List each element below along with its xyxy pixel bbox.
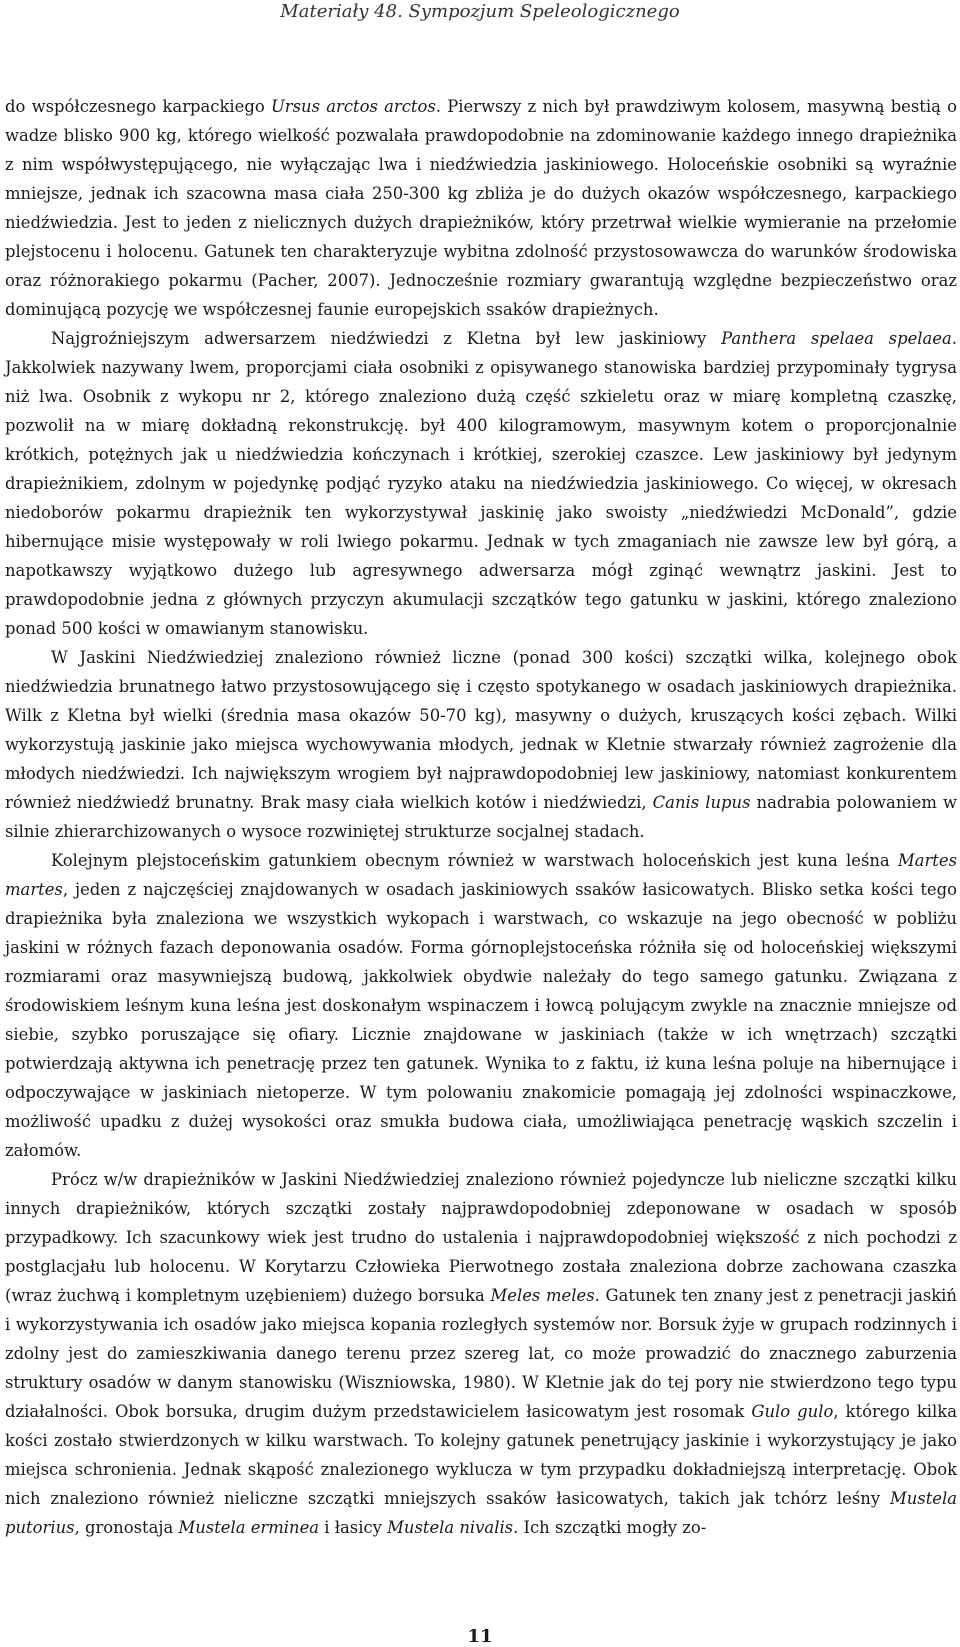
text-run: , którego kilka kości zostało stwierdzonych w kilku warstwach. To kolejny gatunek penetrujący jaskinie i wykorzystujący je jako miejsca schronienia. Jednak skąpość znalezionego wyklucza w tym przypadku dokładniejszą interpretację. Obok nich znaleziono również nieliczne szczątki mniejszych ssaków łasicowatych, takich jak tchórz leśny — [5, 1402, 957, 1508]
text-run: . Ich szczątki mogły zo- — [513, 1518, 707, 1537]
page-number: 11 — [467, 1626, 493, 1647]
paragraph — [5, 92, 957, 324]
text-run: i łasicy — [319, 1518, 388, 1537]
species-name: Mustela erminea — [178, 1518, 320, 1537]
species-name: Meles meles — [490, 1286, 595, 1305]
text-run: Prócz w/w drapieżników w Jaskini Niedźwiedziej znaleziono również pojedyncze lub nieliczne szczątki kilku innych drapieżników, których szczątki zostały najprawdopodobniej zdeponowane w osadach w sposób przypadkowy. Ich szacunkowy wiek jest trudno do ustalenia i najprawdopodobniej większość z nich pochodzi z postglacjału lub holocenu. W Korytarzu Człowieka Pierwotnego została znaleziona dobrze zachowana czaszka (wraz żuchwą i kompletnym uzębieniem) dużego borsuka — [5, 1170, 957, 1305]
running-header — [0, 0, 960, 24]
species-name: Canis lupus — [652, 793, 751, 812]
species-name: Panthera spelaea spelaea — [721, 329, 952, 348]
text-run: . Gatunek ten znany jest z penetracji jaskiń i wykorzystywania ich osadów jako miejsca kopania rozległych systemów nor. Borsuk żyje w grupach rodzinnych i zdolny jest do zamieszkiwania danego terenu przez szereg lat, co może prowadzić do znacznego zaburzenia struktury osadów w danym stanowisku (Wiszniowska, 1980). W Kletnie jak do tej pory nie stwierdzono tego typu działalności. Obok borsuka, drugim dużym przedstawicielem łasicowatym jest rosomak — [5, 1286, 957, 1421]
text-run: W Jaskini Niedźwiedziej znaleziono również liczne (ponad 300 kości) szczątki wilka, kolejnego obok niedźwiedzia brunatnego łatwo przystosowującego się i często spotykanego w osadach jaskiniowych drapieżnika. Wilk z Kletna był wielki (średnia masa okazów 50-70 kg), masywny o dużych, kruszących kości zębach. Wilki wykorzystują jaskinie jako miejsca wychowywania młodych, jednak w Kletnie stwarzały również zagrożenie dla młodych niedźwiedzi. Ich największym wrogiem był najprawdopodobniej lew jaskiniowy, natomiast konkurentem również niedźwiedź brunatny. Brak masy ciała wielkich kotów i niedźwiedzi, — [5, 648, 957, 812]
text-run: . Jakkolwiek nazywany lwem, proporcjami ciała osobniki z opisywanego stanowiska bardziej przypominały tygrysa niż lwa. Osobnik z wykopu nr 2, którego znaleziono dużą część szkieletu oraz w miarę kompletną czaszkę, pozwolił na w miarę dokładną rekonstrukcję. był 400 kilogramowym, masywnym kotem o proporcjonalnie krótkich, potężnych jak u niedźwiedzia kończynach i krótkiej, szerokiej czaszce. Lew jaskiniowy był jedynym drapieżnikiem, zdolnym w pojedynkę podjąć ryzyko ataku na niedźwiedzia jaskiniowego. Co więcej, w okresach niedoborów pokarmu drapieżnik ten wykorzystywał jaskinię jako swoisty „niedźwiedzi McDonald”, gdzie hibernujące misie występowały w roli lwiego pokarmu. Jednak w tych zmaganiach nie zawsze lew był górą, a napotkawszy wyjątkowo dużego lub agresywnego adwersarza mógł zginąć wewnątrz jaskini. Jest to prawdopodobnie jedna z głównych przyczyn akumulacji szczątków tego gatunku w jaskini, którego znaleziono ponad 500 kości w omawianym stanowisku. — [5, 329, 957, 638]
paragraph — [5, 1165, 957, 1542]
species-name: Mustela putorius — [5, 1489, 957, 1537]
species-name: Martes martes — [5, 851, 957, 899]
body-text — [5, 92, 957, 1542]
text-run: do współczesnego karpackiego — [5, 97, 271, 116]
species-name: Mustela nivalis — [387, 1518, 514, 1537]
text-run: , jeden z najczęściej znajdowanych w osadach jaskiniowych ssaków łasicowatych. Blisko setka kości tego drapieżnika była znaleziona we wszystkich wykopach i warstwach, co wskazuje na jego obecność w pobliżu jaskini w różnych fazach deponowania osadów. Forma górnoplejstoceńska różniła się od holoceńskiej większymi rozmiarami oraz masywniejszą budową, jakkolwiek obydwie należały do tego samego gatunku. Związana z środowiskiem leśnym kuna leśna jest doskonałym wspinaczem i łowcą polującym zwykle na znacznie mniejsze od siebie, szybko poruszające się ofiary. Licznie znajdowane w jaskiniach (także w ich wnętrzach) szczątki potwierdzają aktywna ich penetrację przez ten gatunek. Wynika to z faktu, iż kuna leśna poluje na hibernujące i odpoczywające w jaskiniach nietoperze. W tym polowaniu znakomicie pomagają jej zdolności wspinaczkowe, możliwość upadku z dużej wysokości oraz smukła budowa ciała, umożliwiająca penetrację wąskich szczelin i załomów. — [5, 880, 957, 1160]
text-run: Najgroźniejszym adwersarzem niedźwiedzi z Kletna był lew jaskiniowy — [51, 329, 722, 348]
text-run: . Pierwszy z nich był prawdziwym kolosem, masywną bestią o wadze blisko 900 kg, którego wielkość pozwalała prawdopodobnie na zdominowanie każdego innego drapieżnika z nim współwystępującego, nie wyłączając lwa i niedźwiedzia jaskiniowego. Holoceńskie osobniki są wyraźnie mniejsze, jednak ich szacowna masa ciała 250-300 kg zbliża je do dużych okazów współczesnego, karpackiego niedźwiedzia. Jest to jeden z nielicznych dużych drapieżników, który przetrwał wielkie wymieranie na przełomie plejstocenu i holocenu. Gatunek ten charakteryzuje wybitna zdolność przystosowawcza do warunków środowiska oraz różnorakiego pokarmu (Pacher, 2007). Jednocześnie rozmiary gwarantują względne bezpieczeństwo oraz dominującą pozycję we współczesnej faunie europejskich ssaków drapieżnych. — [5, 97, 957, 319]
species-name: Ursus arctos arctos — [270, 97, 436, 116]
running-header-title: Materiały 48. Sympozjum Speleologicznego — [280, 1, 680, 22]
text-run: nadrabia polowaniem w silnie zhierarchizowanych o wysoce rozwiniętej strukturze socjalnej stadach. — [5, 793, 957, 841]
paragraph — [5, 324, 957, 643]
paragraph — [5, 846, 957, 1165]
text-run: Kolejnym plejstoceńskim gatunkiem obecnym również w warstwach holoceńskich jest kuna leśna — [51, 851, 898, 870]
text-run: , gronostaja — [74, 1518, 179, 1537]
species-name: Gulo gulo — [751, 1402, 834, 1421]
paragraph — [5, 643, 957, 846]
